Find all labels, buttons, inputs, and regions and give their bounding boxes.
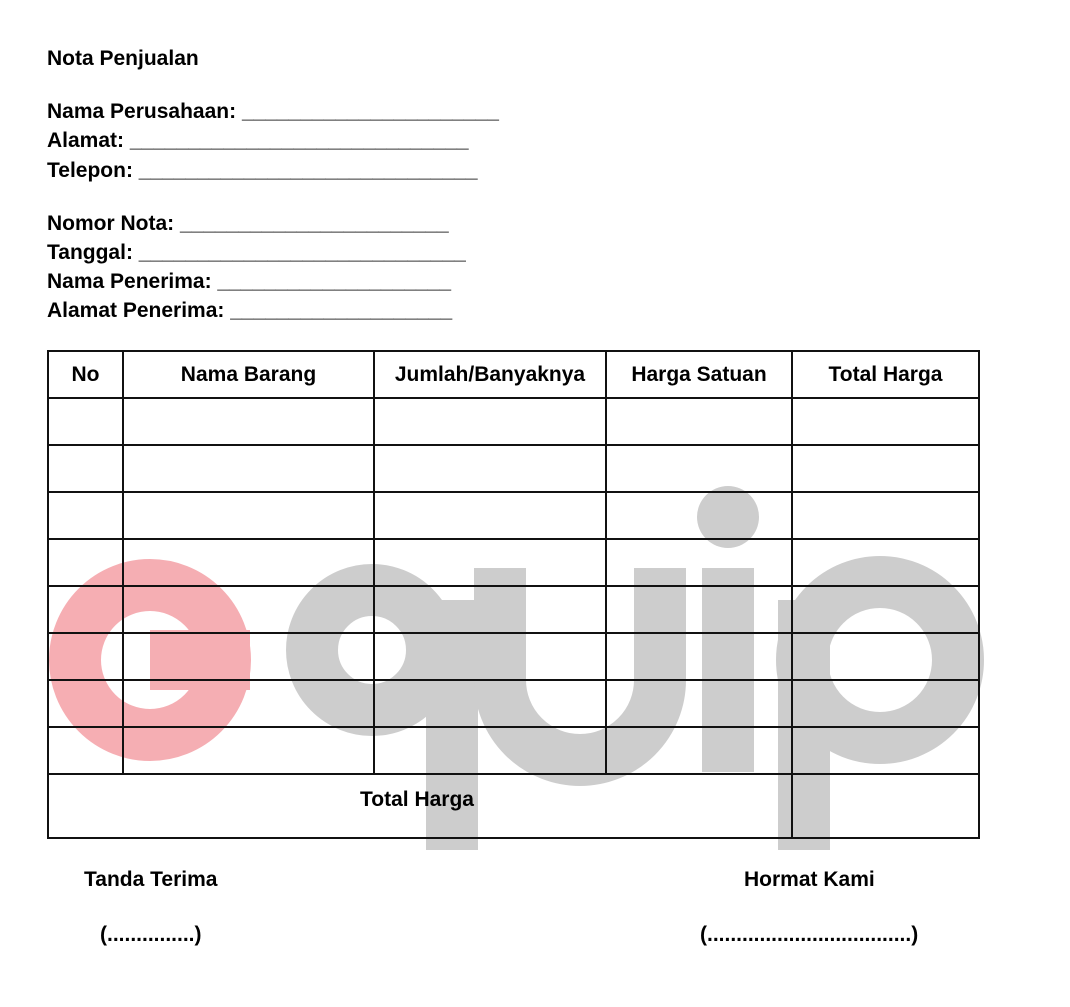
date-field <box>47 241 466 265</box>
cell-quantity[interactable] <box>374 680 606 727</box>
cell-total-price[interactable] <box>792 398 979 445</box>
cell-quantity[interactable] <box>374 492 606 539</box>
header-total-price: Total Harga <box>792 351 979 398</box>
cell-item-name[interactable] <box>123 445 374 492</box>
cell-total-price[interactable] <box>792 633 979 680</box>
cell-total-price[interactable] <box>792 539 979 586</box>
recipient-address-field <box>47 299 452 323</box>
cell-quantity[interactable] <box>374 445 606 492</box>
field-blank: ______________________ <box>241 100 499 123</box>
cell-no[interactable] <box>48 445 123 492</box>
document-title: Nota Penjualan <box>47 47 199 70</box>
cell-item-name[interactable] <box>123 727 374 774</box>
cell-quantity[interactable] <box>374 398 606 445</box>
cell-no[interactable] <box>48 727 123 774</box>
table-row <box>48 633 979 680</box>
cell-total-price[interactable] <box>792 492 979 539</box>
cell-item-name[interactable] <box>123 586 374 633</box>
cell-no[interactable] <box>48 398 123 445</box>
cell-item-name[interactable] <box>123 398 374 445</box>
total-label-cell <box>48 774 792 838</box>
header-item-name: Nama Barang <box>123 351 374 398</box>
cell-quantity[interactable] <box>374 586 606 633</box>
total-row <box>48 774 979 838</box>
table-header-row <box>48 351 979 398</box>
cell-quantity[interactable] <box>374 633 606 680</box>
cell-item-name[interactable] <box>123 633 374 680</box>
field-label: Nama Penerima: <box>47 270 212 293</box>
cell-unit-price[interactable] <box>606 398 792 445</box>
header-quantity: Jumlah/Banyaknya <box>374 351 606 398</box>
field-blank: ___________________ <box>230 299 453 322</box>
cell-quantity[interactable] <box>374 539 606 586</box>
sender-signature-line: (...................................) <box>700 923 919 946</box>
company-name-field <box>47 100 499 124</box>
cell-unit-price[interactable] <box>606 445 792 492</box>
cell-total-price[interactable] <box>792 727 979 774</box>
company-phone-field <box>47 159 478 183</box>
cell-no[interactable] <box>48 492 123 539</box>
cell-no[interactable] <box>48 586 123 633</box>
cell-unit-price[interactable] <box>606 680 792 727</box>
total-label: Total Harga <box>360 788 474 811</box>
cell-total-price[interactable] <box>792 445 979 492</box>
company-address-field <box>47 129 469 153</box>
cell-total-price[interactable] <box>792 586 979 633</box>
total-value-cell[interactable] <box>792 774 979 838</box>
sales-table <box>47 350 980 839</box>
field-label: Nomor Nota: <box>47 212 175 235</box>
table-row <box>48 398 979 445</box>
cell-item-name[interactable] <box>123 680 374 727</box>
table-row <box>48 445 979 492</box>
field-label: Nama Perusahaan: <box>47 100 237 123</box>
field-label: Alamat: <box>47 129 125 152</box>
field-blank: _____________________________ <box>138 159 478 182</box>
cell-no[interactable] <box>48 539 123 586</box>
header-unit-price: Harga Satuan <box>606 351 792 398</box>
field-label: Telepon: <box>47 159 133 182</box>
recipient-name-field <box>47 270 451 294</box>
cell-unit-price[interactable] <box>606 586 792 633</box>
cell-no[interactable] <box>48 633 123 680</box>
field-blank: _______________________ <box>180 212 449 235</box>
cell-unit-price[interactable] <box>606 539 792 586</box>
header-no: No <box>48 351 123 398</box>
sender-signature-title: Hormat Kami <box>744 868 875 891</box>
field-blank: ____________________ <box>217 270 452 293</box>
cell-unit-price[interactable] <box>606 727 792 774</box>
table-body <box>48 398 979 838</box>
field-blank: ____________________________ <box>138 241 466 264</box>
cell-unit-price[interactable] <box>606 492 792 539</box>
cell-no[interactable] <box>48 680 123 727</box>
table-row <box>48 727 979 774</box>
receiver-signature-title: Tanda Terima <box>84 868 218 891</box>
receiver-signature-line: (...............) <box>100 923 202 946</box>
nota-number-field <box>47 212 449 236</box>
table-row <box>48 492 979 539</box>
cell-item-name[interactable] <box>123 492 374 539</box>
table-row <box>48 539 979 586</box>
field-label: Alamat Penerima: <box>47 299 225 322</box>
field-label: Tanggal: <box>47 241 133 264</box>
field-blank: _____________________________ <box>129 129 469 152</box>
cell-total-price[interactable] <box>792 680 979 727</box>
cell-quantity[interactable] <box>374 727 606 774</box>
cell-unit-price[interactable] <box>606 633 792 680</box>
table-row <box>48 680 979 727</box>
cell-item-name[interactable] <box>123 539 374 586</box>
table-row <box>48 586 979 633</box>
